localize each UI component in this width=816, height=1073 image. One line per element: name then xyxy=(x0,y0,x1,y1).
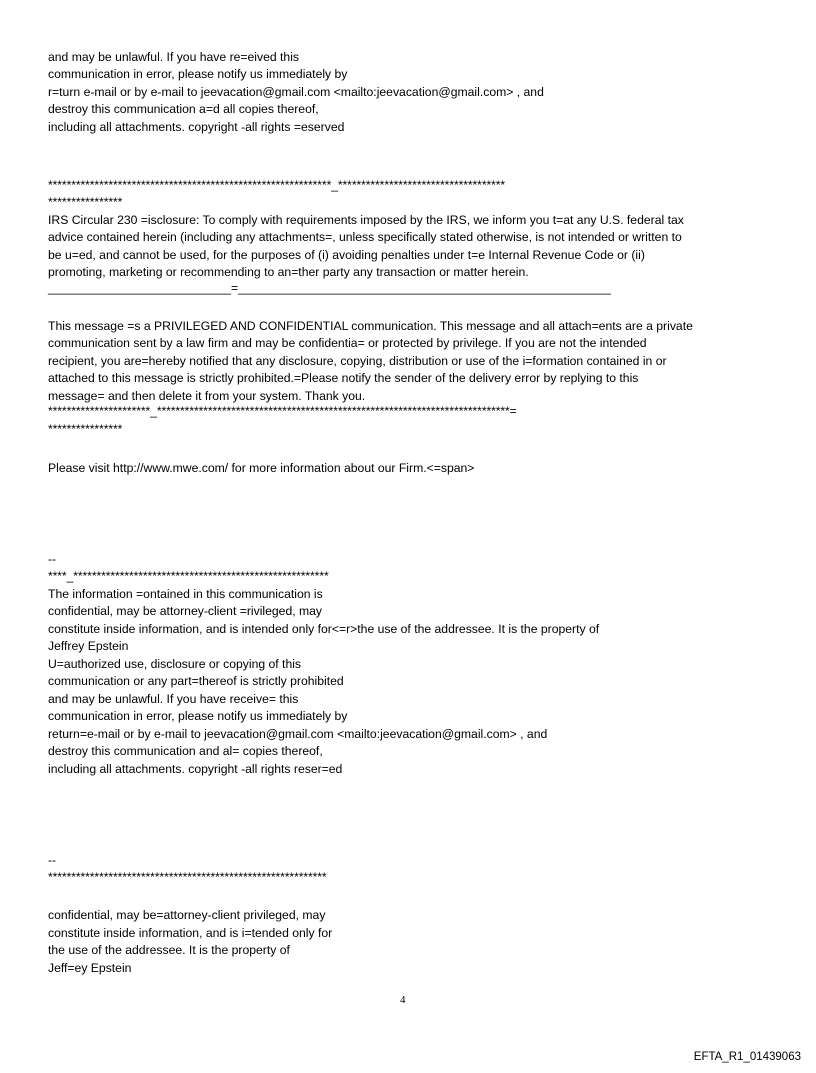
dash-separator: -- xyxy=(48,552,57,566)
body-line: communication in error, please notify us immediately by xyxy=(48,709,348,723)
body-line: advice contained herein (including any attachments=, unless specifically stated otherwise, is not intended or written to xyxy=(48,230,682,244)
body-line: the use of the addressee. It is the property of xyxy=(48,943,290,957)
body-line: message= and then delete it from your system. Thank you. xyxy=(48,389,366,403)
body-line: U=authorized use, disclosure or copying of this xyxy=(48,657,302,671)
body-line: recipient, you are=hereby notified that any disclosure, copying, distribution or use of the i=formation contained in or xyxy=(48,354,667,368)
separator-line: ****_******************************************************* xyxy=(48,569,329,583)
body-line: including all attachments. copyright -all rights reser=ed xyxy=(48,762,343,776)
body-line: communication in error, please notify us immediately by xyxy=(48,67,348,81)
document-id: EFTA_R1_01439063 xyxy=(693,1051,801,1063)
body-line: destroy this communication a=d all copies thereof, xyxy=(48,102,319,116)
body-line: and may be unlawful. If you have receive= this xyxy=(48,692,299,706)
body-line: including all attachments. copyright -all rights =eserved xyxy=(48,120,345,134)
body-line: Jeff=ey Epstein xyxy=(48,961,132,975)
body-line: Please visit http://www.mwe.com/ for more information about our Firm.<=span> xyxy=(48,461,475,475)
page-number: 4 xyxy=(400,994,406,1006)
body-line: destroy this communication and al= copies thereof, xyxy=(48,744,323,758)
body-line: return=e-mail or by e-mail to jeevacation@gmail.com <mailto:jeevacation@gmail.com> , and xyxy=(48,727,548,741)
underline-separator: ___________________________=_______________________________________________________ xyxy=(48,281,611,295)
body-line: The information =ontained in this communication is xyxy=(48,587,323,601)
separator-line: ************************************************************ xyxy=(48,870,327,884)
body-line: confidential, may be=attorney-client privileged, may xyxy=(48,908,326,922)
body-line: promoting, marketing or recommending to an=ther party any transaction or matter herein. xyxy=(48,265,529,279)
body-line: r=turn e-mail or by e-mail to jeevacation@gmail.com <mailto:jeevacation@gmail.com> , and xyxy=(48,85,544,99)
separator-line: **********************_****************************************************************************= xyxy=(48,404,517,418)
body-line: This message =s a PRIVILEGED AND CONFIDENTIAL communication. This message and all attach=ents are a private xyxy=(48,319,693,333)
body-line: IRS Circular 230 =isclosure: To comply with requirements imposed by the IRS, we inform you t=at any U.S. federal tax xyxy=(48,213,684,227)
body-line: constitute inside information, and is i=tended only for xyxy=(48,926,333,940)
body-line: attached to this message is strictly prohibited.=Please notify the sender of the delivery error by replying to this xyxy=(48,371,639,385)
dash-separator: -- xyxy=(48,853,57,867)
body-line: Jeffrey Epstein xyxy=(48,639,129,653)
body-line: confidential, may be attorney-client =rivileged, may xyxy=(48,604,323,618)
body-line: be u=ed, and cannot be used, for the purposes of (i) avoiding penalties under t=e Internal Revenue Code or (ii) xyxy=(48,248,645,262)
separator-line: **************** xyxy=(48,422,123,436)
body-line: constitute inside information, and is intended only for<=r>the use of the addressee. It is the property of xyxy=(48,622,600,636)
body-line: and may be unlawful. If you have re=eived this xyxy=(48,50,300,64)
body-line: communication sent by a law firm and may be confidentia= or protected by privilege. If you are not the intended xyxy=(48,336,647,350)
separator-line: **************** xyxy=(48,195,123,209)
body-line: communication or any part=thereof is strictly prohibited xyxy=(48,674,344,688)
separator-line: *************************************************************_************************************ xyxy=(48,178,506,192)
